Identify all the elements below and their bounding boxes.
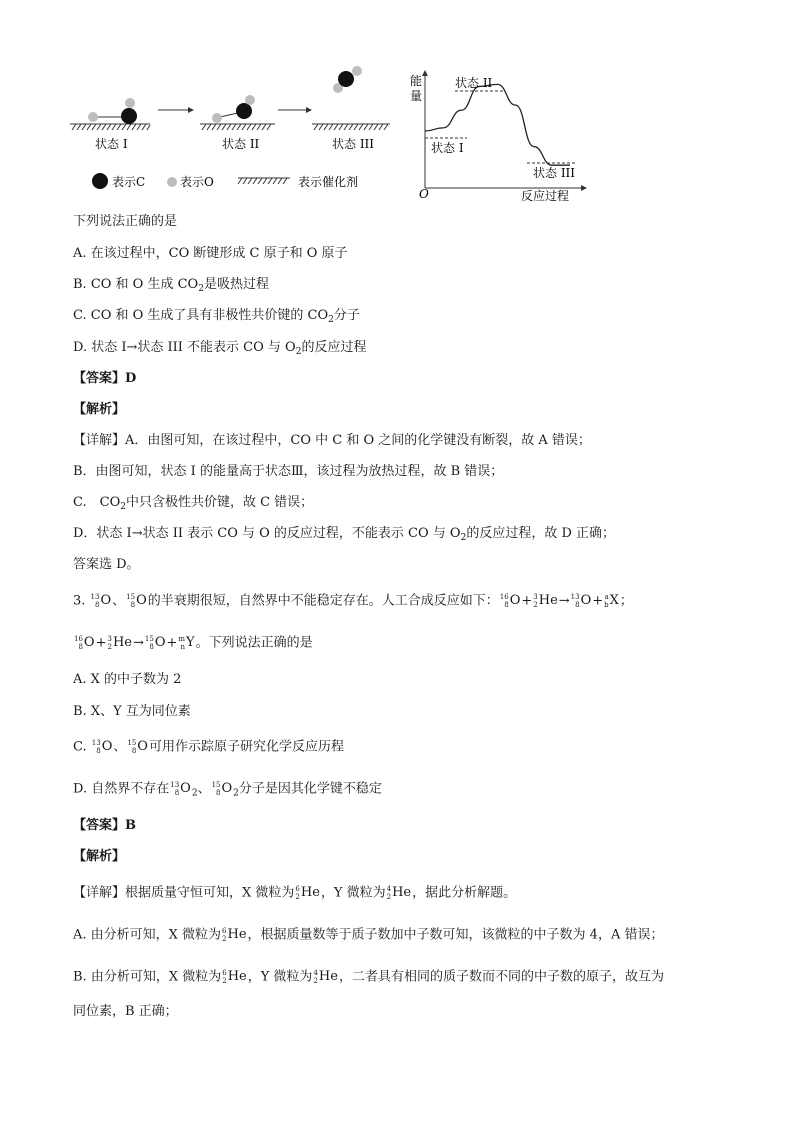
nuclide-he4-2: 4 2 He (313, 969, 338, 985)
q2-detail-5: 答案选 D。 (73, 557, 140, 572)
origin-label: O (419, 187, 429, 201)
q3-option-d: D. 自然界不存在 13 8 $O_2$、 15 8 $O_2$分子是因其化学键不稳定 (73, 781, 382, 799)
q3-intro-line-2: 16 8 O+ 3 2 He→ 15 8 O+ m n Y。下列说法正确的是 (74, 635, 313, 651)
nuclide-he6: 6 2 He (295, 885, 320, 901)
q3-analysis-heading: 【解析】 (73, 849, 126, 864)
nuclide-o15-opt: 15 8 O (127, 739, 148, 755)
nuclide-o16: 16 8 O (499, 593, 521, 609)
state-1-label: 状态 I (95, 137, 128, 151)
chart-state-2-label: 状态 II (455, 76, 493, 90)
q2-option-d: D. 状态 I→状态 III 不能表示 CO 与 $O_2$的反应过程 (73, 340, 367, 357)
energy-profile-chart (405, 68, 590, 208)
nuclide-y: m n Y (178, 635, 195, 651)
molecule-o13-2: 13 8 O (170, 781, 191, 797)
q2-option-b: B. CO 和 O 生成 $CO_2$是吸热过程 (73, 277, 269, 294)
state-1-diagram (70, 98, 150, 151)
state-3-label: 状态 III (332, 137, 375, 151)
nuclide-he6-3: 6 2 He (222, 969, 247, 985)
nuclide-he6-2: 6 2 He (222, 927, 247, 943)
chart-state-3-label: 状态 III (533, 166, 576, 180)
x-axis-label: 反应过程 (521, 189, 570, 203)
nuclide-o15-product: 15 8 O (144, 635, 166, 651)
q2-detail-4: D．状态 I→状态 II 表示 CO 与 O 的反应过程，不能表示 CO 与 $O_2$的反应过程，故 D 正确； (73, 526, 616, 543)
state-2-diagram (200, 95, 275, 151)
nuclide-o16-2: 16 8 O (74, 635, 95, 651)
q3-option-b: B. X、Y 互为同位素 (73, 704, 191, 719)
nuclide-o13-opt: 13 8 O (91, 739, 113, 755)
state-3-diagram (312, 66, 390, 151)
q2-detail-3: C. $CO_2$中只含极性共价键，故 C 错误； (73, 495, 314, 512)
q2-option-c: C. CO 和 O 生成了具有非极性共价键的 $CO_2$分子 (73, 308, 360, 325)
q2-option-a: A. 在该过程中，CO 断键形成 C 原子和 O 原子 (73, 246, 348, 261)
nuclide-o15: 15 8 O (126, 593, 147, 609)
nuclide-x: a b X (604, 593, 619, 609)
q2-answer: 【答案】D (73, 371, 137, 386)
q3-detail-3: B. 由分析可知，X 微粒为 6 2 He，Y 微粒为 4 2 He，二者具有相同的质子数而不同的中子数的原子，故互为 (73, 969, 664, 985)
y-axis-label-top: 能 (410, 74, 423, 88)
legend-catalyst-text: 表示催化剂 (298, 175, 359, 189)
q3-detail-2: A. 由分析可知，X 微粒为 6 2 He，根据质量数等于质子数加中子数可知，该微粒的中子数为 4，A 错误； (73, 927, 664, 943)
q2-analysis-heading: 【解析】 (73, 402, 126, 417)
nuclide-he3-2: 3 2 He (107, 635, 132, 651)
chart-state-1-label: 状态 I (431, 141, 464, 155)
q3-option-c: C. 13 8 O、 15 8 O可用作示踪原子研究化学反应历程 (73, 739, 344, 755)
q3-answer: 【答案】B (73, 818, 136, 833)
c-atom-legend-icon (92, 173, 108, 189)
o-atom-legend-icon (167, 177, 177, 187)
q2-prompt: 下列说法正确的是 (73, 214, 178, 229)
nuclide-he4: 4 2 He (386, 885, 412, 901)
q3-detail-4: 同位素，B 正确； (73, 1004, 178, 1019)
state-2-label: 状态 II (222, 137, 260, 151)
q2-detail-2: B．由图可知，状态 I 的能量高于状态Ⅲ，该过程为放热过程，故 B 错误； (73, 464, 504, 479)
y-axis-label-bottom: 量 (410, 89, 423, 103)
q3-detail-1: 【详解】根据质量守恒可知，X 微粒为 6 2 He，Y 微粒为 4 2 He，据此分析解题。 (73, 885, 517, 901)
legend-o-text: 表示O (180, 175, 214, 189)
nuclide-o13-product: 13 8 O (570, 593, 592, 609)
catalyst-legend-icon (238, 178, 290, 184)
legend-c-text: 表示C (112, 175, 146, 189)
q2-detail-1: 【详解】A．由图可知，在该过程中，CO 中 C 和 O 之间的化学键没有断裂，故 A 错误； (73, 433, 591, 448)
nuclide-o13: 13 8 O (90, 593, 112, 609)
q3-intro-line-1: 3. 13 8 O、 15 8 O的半衰期很短，自然界中不能稳定存在。人工合成反应如下： 16 8 O+ 3 2 He→ 13 8 O+ a b X； (73, 593, 633, 609)
molecule-o15-2: 15 8 O (211, 781, 233, 797)
figure-legend (92, 173, 358, 189)
q3-option-a: A. X 的中子数为 2 (73, 672, 182, 687)
reaction-state-figure (60, 60, 410, 205)
nuclide-he3: 3 2 He (533, 593, 558, 609)
